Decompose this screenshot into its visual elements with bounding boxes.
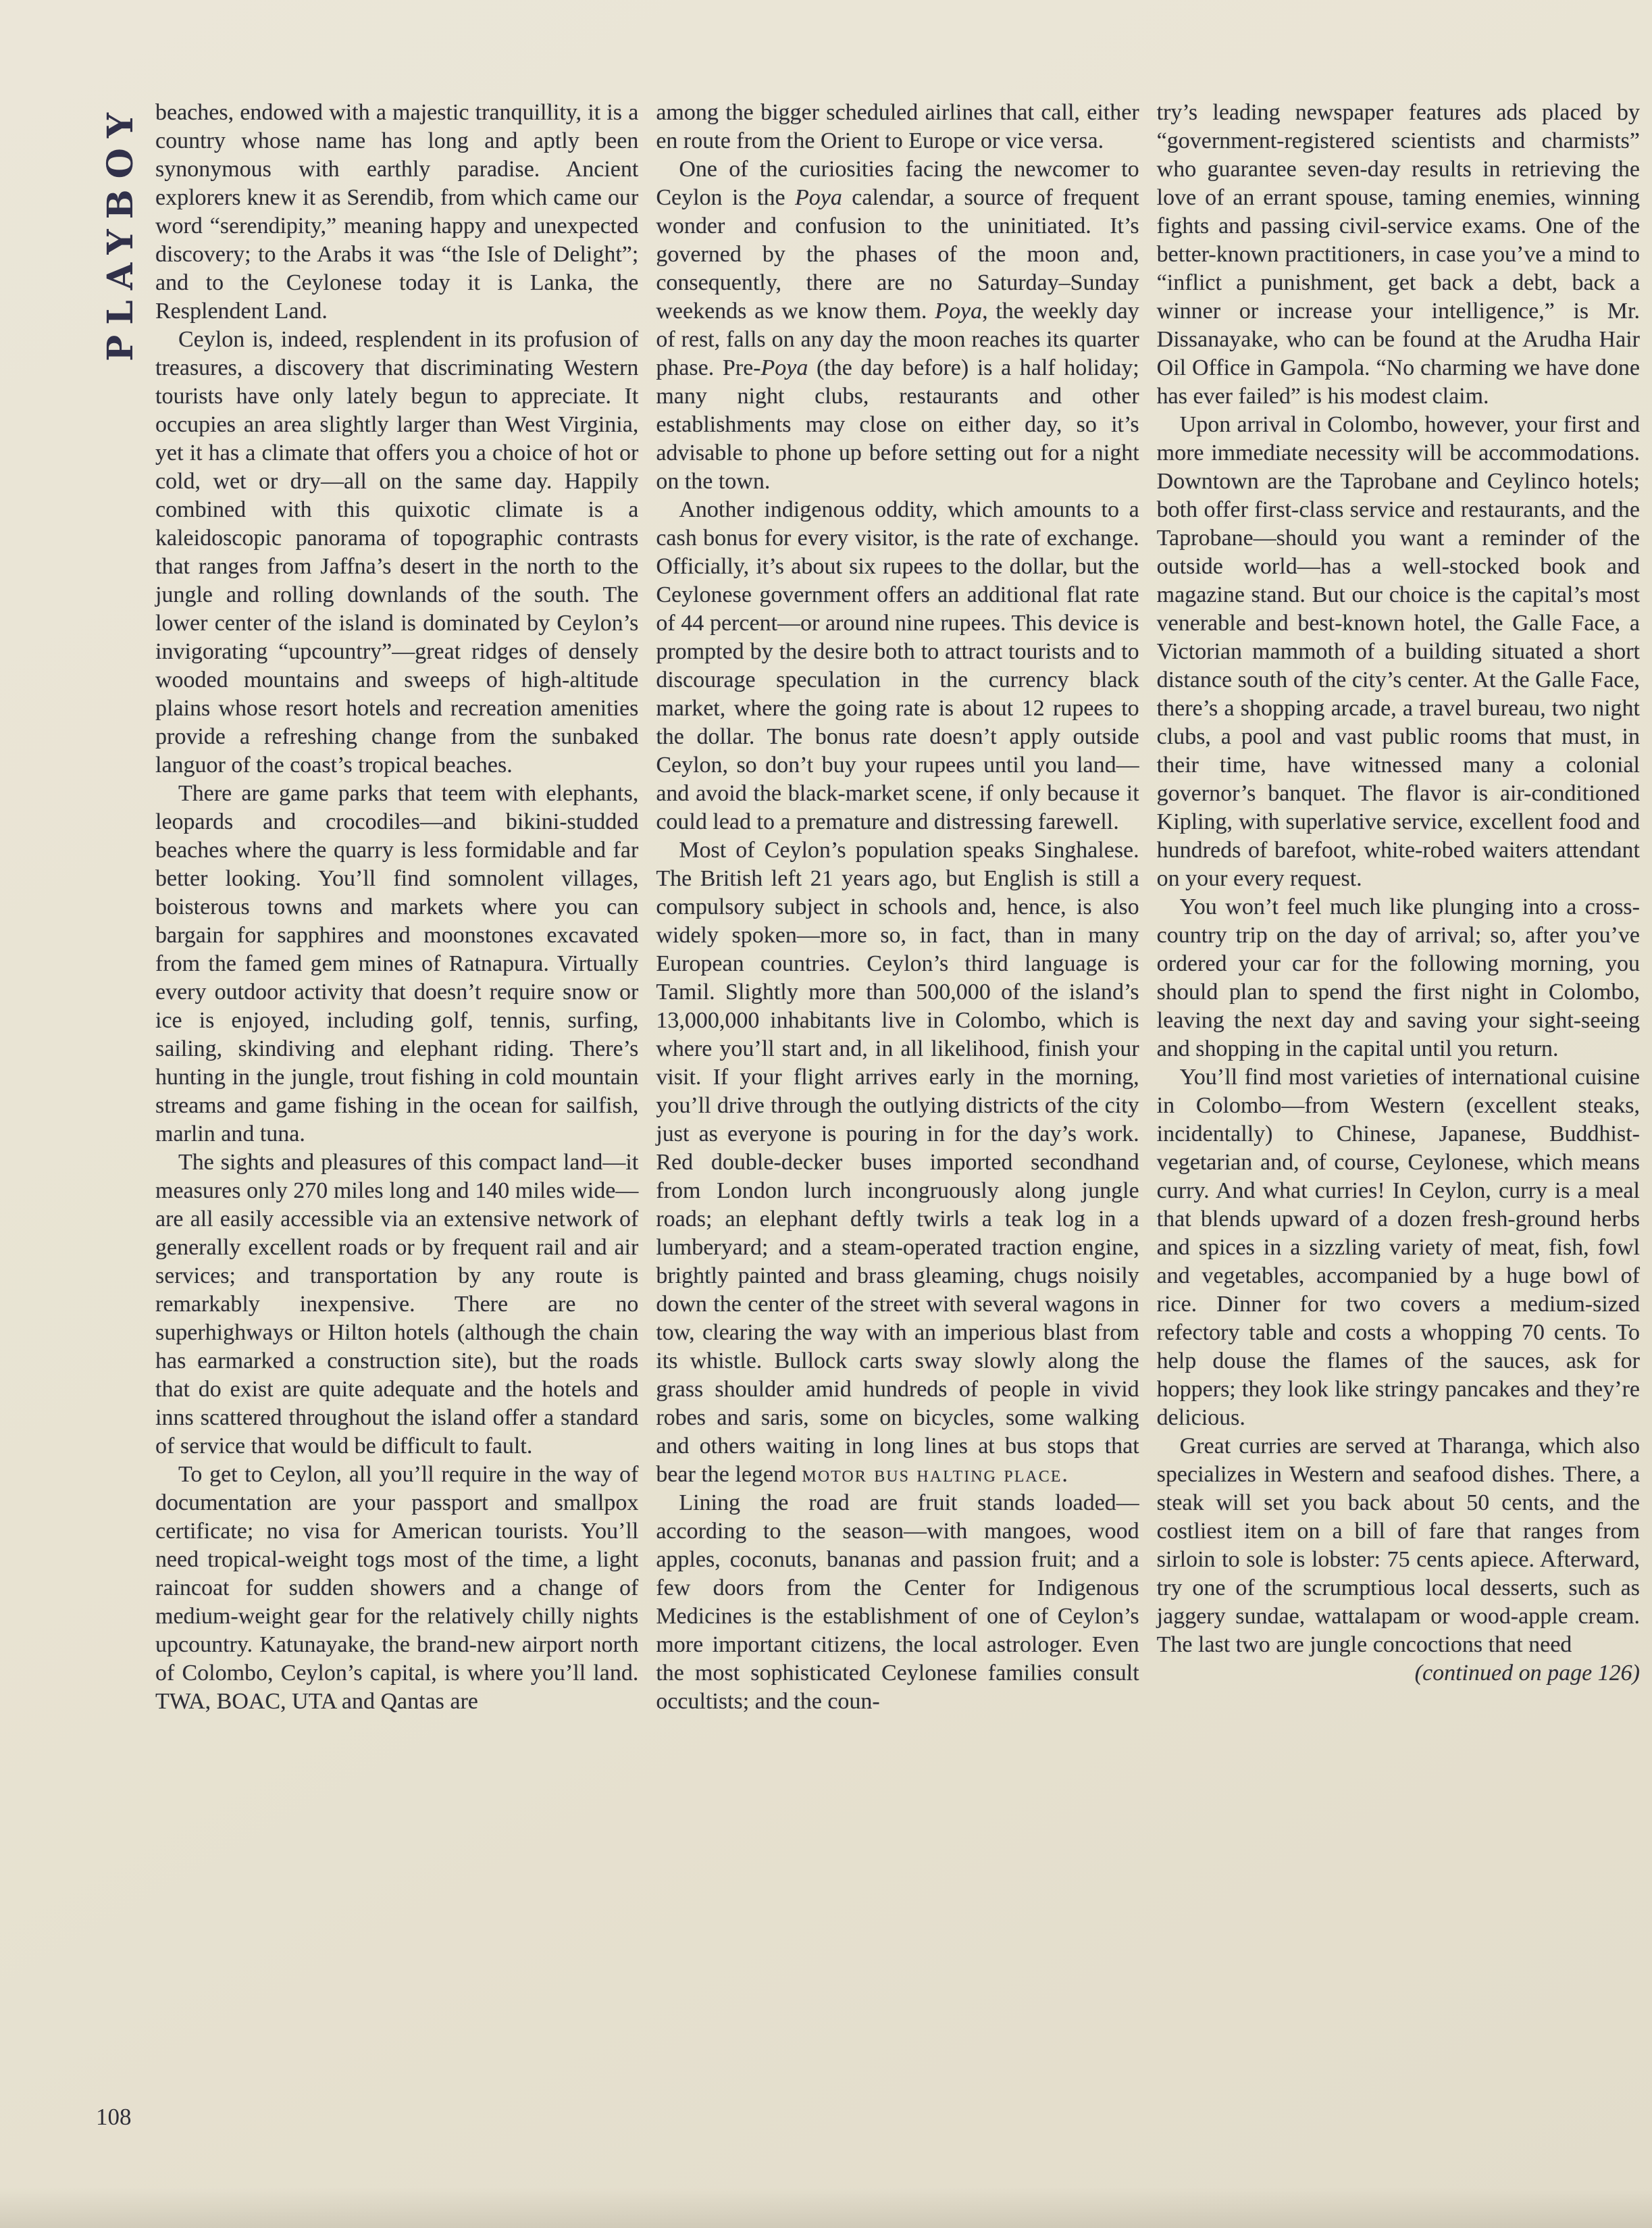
article-columns bbox=[155, 99, 1640, 1716]
text-run: (the day before) is a half holiday; many night clubs, restaurants and other establishments may close on either day, so it’s advisable to phone up before setting out for a night on the town. bbox=[656, 355, 1139, 494]
text-run: Lining the road are fruit stands loaded—according to the season—with mangoes, wood apples, coconuts, bananas and passion fruit; and a few doors from the Center for Indigenous Medicines is the establishment of one of Ceylon’s more important citizens, the local astrologer. Even the most sophisticated Ceylonese families consult occultists; and the coun- bbox=[656, 1490, 1139, 1714]
text-run: (continued on page 126) bbox=[1414, 1661, 1640, 1686]
paragraph bbox=[155, 780, 638, 1148]
text-run: There are game parks that teem with elephants, leopards and crocodiles—and bikini-studded beaches where the quarry is less formidable and far better looking. You’ll find somnolent villages, boisterous towns and markets where you can bargain for sapphires and moonstones excavated from the famed gem mines of Ratnapura. Virtually every outdoor activity that doesn’t require snow or ice is enjoyed, including golf, tennis, surfing, sailing, skindiving and elephant riding. There’s hunting in the jungle, trout fishing in cold mountain streams and game fishing in the ocean for sailfish, marlin and tuna. bbox=[155, 781, 639, 1146]
text-run: calendar, a source of frequent wonder and confusion to the uninitiated. It’s governed by the phases of the moon and, consequently, there are no Saturday–Sunday weekends as we know them. bbox=[656, 185, 1139, 324]
paragraph bbox=[656, 99, 1139, 155]
text-run: Most of Ceylon’s population speaks Singhalese. The British left 21 years ago, but English is still a compulsory subject in schools and, hence, is also widely spoken—more so, in fact, than in many European countries. Ceylon’s third language is Tamil. Slightly more than 500,000 of the island’s 13,000,000 inhabitants live in Colombo, which is where you’ll start and, in all likelihood, finish your visit. If your flight arrives early in the morning, you’ll drive through the outlying districts of the city just as everyone is pouring in for the day’s work. Red double-decker buses imported secondhand from London lurch incongruously along jungle roads; an elephant deftly twirls a teak log in a lumberyard; and a steam-operated traction engine, brightly painted and brass gleaming, chugs noisily down the center of the street with several wagons in tow, clearing the way with an imperious blast from its whistle. Bullock carts sway slowly along the grass shoulder amid hundreds of people in vivid robes and saris, some on bicycles, some walking and others waiting in long lines at bus stops that bear the legend bbox=[656, 838, 1139, 1487]
text-run: Upon arrival in Colombo, however, your first and more immediate necessity will be accommodations. Downtown are the Taprobane and Ceylinco hotels; both offer first-class service and restaurants, and the Taprobane—should you want a reminder of the outside world—has a well-stocked book and magazine stand. But our choice is the capital’s most venerable and best-known hotel, the Galle Face, a Victorian mammoth of a building situated a short distance south of the city’s center. At the Galle Face, there’s a shopping arcade, a travel bureau, two night clubs, a pool and vast public rooms that must, in their time, have witnessed many a colonial governor’s banquet. The flavor is air-conditioned Kipling, with superlative service, excellent food and hundreds of barefoot, white-robed waiters attendant on your every request. bbox=[1156, 412, 1640, 891]
text-run: To get to Ceylon, all you’ll require in the way of documentation are your passport and smallpox certificate; no visa for American tourists. You’ll need tropical-weight togs most of the time, a light raincoat for sudden showers and a change of medium-weight gear for the relatively chilly nights upcountry. Katunayake, the brand-new airport north of Colombo, Ceylon’s capital, is where you’ll land. TWA, BOAC, UTA and Qantas are bbox=[155, 1462, 639, 1714]
paragraph bbox=[656, 496, 1139, 836]
text-run: Poya bbox=[795, 185, 842, 210]
paragraph bbox=[656, 155, 1139, 496]
paragraph bbox=[1157, 893, 1640, 1063]
text-run: Poya bbox=[935, 299, 983, 324]
paragraph bbox=[155, 326, 638, 780]
text-column-3 bbox=[1157, 99, 1640, 1716]
text-run: try’s leading newspaper features ads placed by “government-registered scientists and charmists” who guarantee seven-day results in retrieving the love of an errant spouse, taming enemies, winning fights and passing civil-service exams. One of the better-known practitioners, in case you’ve a mind to “inflict a punishment, get back a debt, back a winner or increase your intelligence,” is Mr. Dissanayake, who can be found at the Arudha Hair Oil Office in Gampola. “No charming we have done has ever failed” is his modest claim. bbox=[1156, 100, 1640, 409]
text-run: beaches, endowed with a majestic tranquillity, it is a country whose name has long and aptly been synonymous with earthly paradise. Ancient explorers knew it as Serendib, from which came our word “serendipity,” meaning happy and unexpected discovery; to the Arabs it was “the Isle of Delight”; and to the Ceylonese today it is Lanka, the Resplendent Land. bbox=[155, 100, 639, 324]
text-run: You won’t feel much like plunging into a cross-country trip on the day of arrival; so, after you’ve ordered your car for the following morning, you should plan to spend the first night in Colombo, leaving the next day and saving your sight-seeing and shopping in the capital until you return. bbox=[1156, 894, 1640, 1061]
paragraph bbox=[656, 836, 1139, 1489]
text-run: among the bigger scheduled airlines that call, either en route from the Orient to Europe or vice versa. bbox=[656, 100, 1139, 153]
text-run: One of the curiosities facing the newcomer to Ceylon is the bbox=[656, 157, 1139, 210]
text-run: Great curries are served at Tharanga, which also specializes in Western and seafood dishes. There, a steak will set you back about 50 cents, and the costliest item on a bill of fare that ranges from sirloin to sole is lobster: 75 cents apiece. Afterward, try one of the scrumptious local desserts, such as jaggery sundae, wattalapam or wood-apple cream. The last two are jungle concoctions that need bbox=[1156, 1434, 1640, 1657]
page-number: 108 bbox=[96, 2104, 132, 2130]
text-run: , the weekly day of rest, falls on any day the moon reaches its quarter phase. Pre- bbox=[656, 299, 1139, 380]
text-run: Another indigenous oddity, which amounts to a cash bonus for every visitor, is the rate of exchange. Officially, it’s about six rupees to the dollar, but the Ceylonese government offers an additional flat rate of 44 percent—or around nine rupees. This device is prompted by the desire both to attract tourists and to discourage speculation in the currency black market, where the going rate is about 12 rupees to the dollar. The bonus rate doesn’t apply outside Ceylon, so don’t buy your rupees until you land—and avoid the black-market scene, if only because it could lead to a premature and distressing farewell. bbox=[656, 497, 1139, 834]
text-run: Poya bbox=[760, 355, 808, 380]
paragraph bbox=[1157, 1063, 1640, 1432]
continued-note bbox=[1157, 1659, 1640, 1688]
paragraph bbox=[155, 1461, 638, 1716]
text-run: The sights and pleasures of this compact land—it measures only 270 miles long and 140 miles wide—are all easily accessible via an extensive network of generally excellent roads or by frequent rail and air services; and transportation by any route is remarkably inexpensive. There are no superhighways or Hilton hotels (although the chain has earmarked a construction site), but the roads that do exist are quite adequate and the hotels and inns scattered throughout the island offer a standard of service that would be difficult to fault. bbox=[155, 1150, 639, 1459]
text-column-1 bbox=[155, 99, 638, 1716]
paragraph bbox=[1157, 1432, 1640, 1659]
paragraph bbox=[1157, 99, 1640, 411]
paragraph bbox=[1157, 411, 1640, 893]
text-column-2 bbox=[656, 99, 1139, 1716]
paragraph bbox=[155, 99, 638, 326]
text-run: You’ll find most varieties of international cuisine in Colombo—from Western (excellent steaks, incidentally) to Chinese, Japanese, Buddhist-vegetarian and, of course, Ceylonese, which means curry. And what curries! In Ceylon, curry is a meal that blends upward of a dozen fresh-ground herbs and spices in a sizzling variety of meat, fish, fowl and vegetables, accompanied by a huge bowl of rice. Dinner for two covers a medium-sized refectory table and costs a whopping 70 cents. To help douse the flames of the sauces, ask for hoppers; they look like stringy pancakes and they’re delicious. bbox=[1156, 1065, 1640, 1430]
playboy-spine-logo: PLAYBOY bbox=[100, 103, 141, 361]
text-run: motor bus halting place. bbox=[802, 1462, 1069, 1487]
paragraph bbox=[155, 1148, 638, 1461]
paragraph bbox=[656, 1489, 1139, 1716]
text-run: Ceylon is, indeed, resplendent in its profusion of treasures, a discovery that discriminating Western tourists have only lately begun to appreciate. It occupies an area slightly larger than West Virginia, yet it has a climate that offers you a choice of hot or cold, wet or dry—all on the same day. Happily combined with this quixotic climate is a kaleidoscopic panorama of topographic contrasts that ranges from Jaffna’s desert in the north to the jungle and rolling downlands of the south. The lower center of the island is dominated by Ceylon’s invigorating “upcountry”—great ridges of densely wooded mountains and sweeps of high-altitude plains whose resort hotels and recreation amenities provide a refreshing change from the sunbaked languor of the coast’s tropical beaches. bbox=[155, 327, 639, 778]
